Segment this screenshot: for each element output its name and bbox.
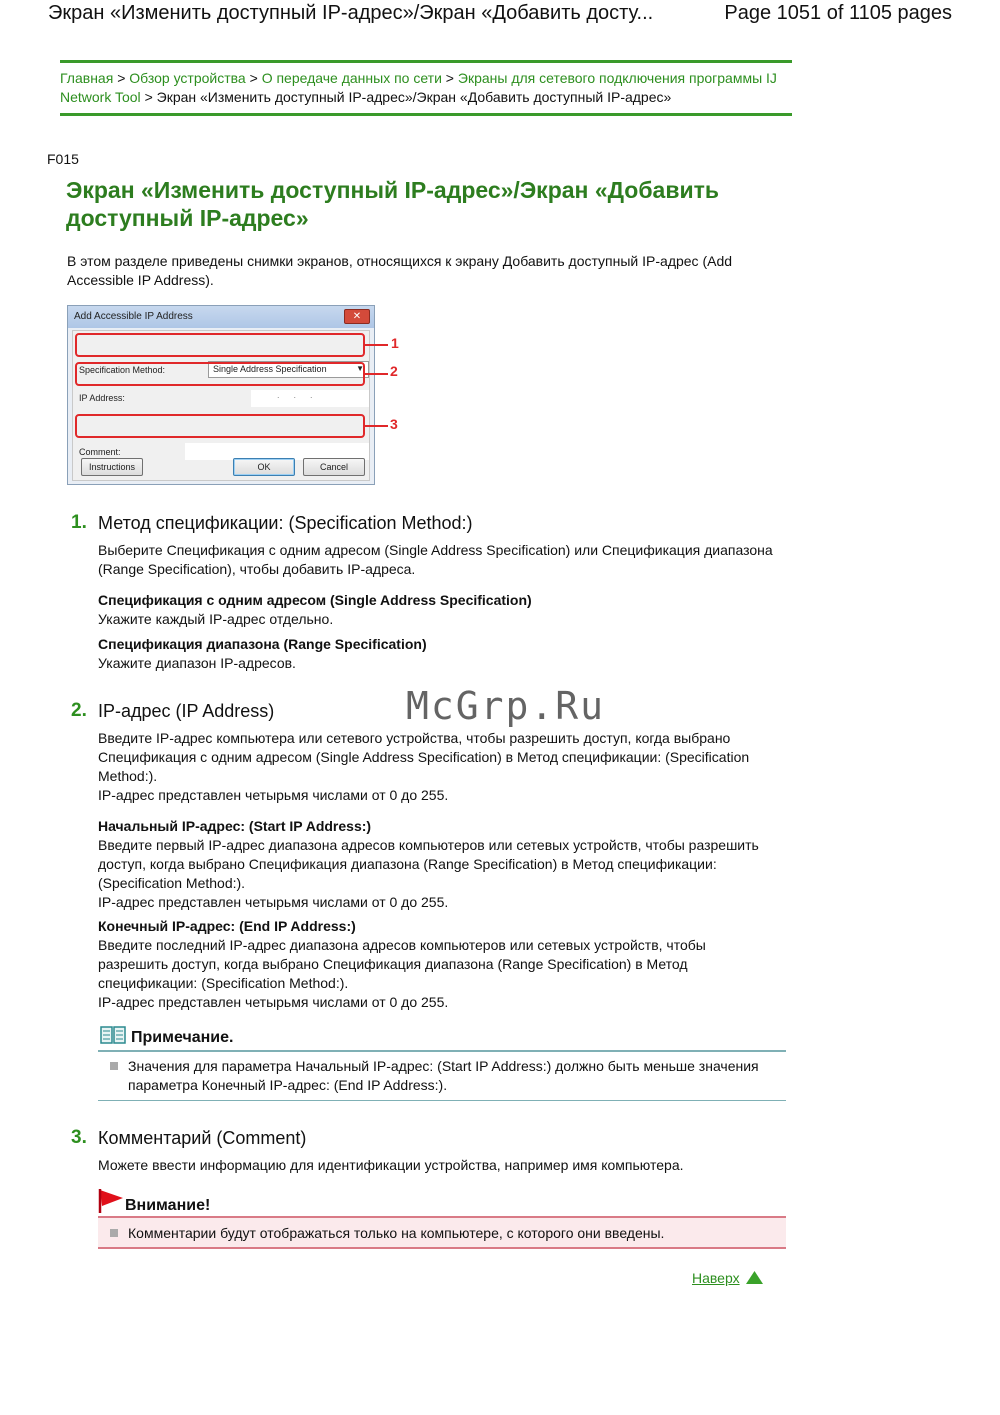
- cancel-button: Cancel: [303, 458, 365, 476]
- highlight-box-3: [75, 414, 365, 438]
- section-number: 2.: [71, 700, 87, 721]
- document-header-title: Экран «Изменить доступный IP-адрес»/Экран «Добавить досту...: [48, 2, 654, 24]
- ip-address-label: IP Address:: [79, 393, 125, 403]
- section-text: Введите IP-адрес компьютера или сетевого устройства, чтобы разрешить доступ, когда выбрано Спецификация с одним адресом (Single Address Specification) в Метод спецификации: (Specification Method:).: [98, 730, 750, 784]
- subsection-text: IP-адрес представлен четырьмя числами от 0 до 255.: [98, 994, 449, 1010]
- subsection-text: Введите последний IP-адрес диапазона адресов компьютеров или сетевых устройств, чтобы разрешить доступ, когда выбрано Спецификация диапазона (Range Specification) в Метод спецификации: (Specification Method:).: [98, 937, 706, 991]
- warning-title: Внимание!: [125, 1197, 211, 1214]
- instructions-button: Instructions: [81, 458, 143, 476]
- dialog-screenshot: [67, 305, 375, 485]
- close-icon: ✕: [344, 309, 370, 324]
- red-flag-icon: [98, 1188, 124, 1214]
- bullet-icon: [110, 1229, 118, 1237]
- subsection-title: Спецификация с одним адресом (Single Address Specification): [98, 592, 532, 608]
- page-title: Экран «Изменить доступный IP-адрес»/Экран «Добавить доступный IP-адрес»: [66, 177, 720, 231]
- page-counter: Page 1051 of 1105 pages: [724, 2, 952, 24]
- breadcrumb: [60, 60, 792, 116]
- section-text: Выберите Спецификация с одним адресом (Single Address Specification) или Спецификация диапазона (Range Specification), чтобы добавить IP-адреса.: [98, 542, 773, 577]
- callout-number-2: 2: [390, 363, 398, 379]
- spec-method-label: Specification Method:: [79, 365, 166, 375]
- breadcrumb-link-network-tool-screens[interactable]: Экраны для сетевого подключения программы IJ Network Tool: [60, 70, 777, 105]
- intro-paragraph: В этом разделе приведены снимки экранов, относящихся к экрану Добавить доступный IP-адрес (Add Accessible IP Address).: [67, 253, 733, 288]
- page-code: F015: [47, 151, 79, 167]
- section-text: Можете ввести информацию для идентификации устройства, например имя компьютера.: [98, 1157, 684, 1173]
- comment-label: Comment:: [79, 447, 121, 457]
- section-title: Комментарий (Comment): [98, 1128, 307, 1148]
- highlight-box-2: [75, 362, 365, 386]
- watermark: McGrp.Ru: [406, 684, 606, 728]
- note-title: Примечание.: [131, 1029, 234, 1046]
- subsection-text: Укажите каждый IP-адрес отдельно.: [98, 611, 334, 627]
- breadcrumb-link-home[interactable]: Главная: [60, 70, 114, 86]
- subsection-text: Укажите диапазон IP-адресов.: [98, 655, 296, 671]
- breadcrumb-current: Экран «Изменить доступный IP-адрес»/Экран «Добавить доступный IP-адрес»: [156, 89, 672, 105]
- callout-number-1: 1: [391, 335, 399, 351]
- breadcrumb-separator: >: [117, 70, 126, 86]
- subsection-title: Спецификация диапазона (Range Specification): [98, 636, 427, 652]
- warning-header: [98, 1188, 786, 1218]
- breadcrumb-separator: >: [445, 70, 454, 86]
- note-item: Значения для параметра Начальный IP-адрес: (Start IP Address:) должно быть меньше значения параметра Конечный IP-адрес: (End IP Address:).: [128, 1058, 759, 1093]
- callout-line-3: [364, 425, 388, 427]
- section-title: Метод спецификации: (Specification Method:): [98, 513, 473, 533]
- callout-line-1: [364, 344, 388, 346]
- spec-method-value: Single Address Specification: [213, 364, 327, 374]
- arrow-up-icon[interactable]: [746, 1271, 763, 1284]
- chevron-down-icon: ▼: [356, 364, 364, 373]
- breadcrumb-link-device-overview[interactable]: Обзор устройства: [129, 70, 246, 86]
- note-header: [98, 1024, 786, 1052]
- callout-line-2: [364, 373, 388, 375]
- book-icon: [100, 1026, 126, 1044]
- back-to-top-link[interactable]: Наверх: [692, 1270, 740, 1286]
- subsection-text: IP-адрес представлен четырьмя числами от 0 до 255.: [98, 894, 449, 910]
- dialog-title: Add Accessible IP Address: [68, 306, 374, 328]
- subsection-text: Введите первый IP-адрес диапазона адресов компьютеров или сетевых устройств, чтобы разрешить доступ, когда выбрано Спецификация диапазона (Range Specification) в Метод спецификации: (Specification Method:).: [98, 837, 759, 891]
- subsection-title: Начальный IP-адрес: (Start IP Address:): [98, 818, 372, 834]
- bullet-icon: [110, 1062, 118, 1070]
- breadcrumb-separator: >: [144, 89, 153, 105]
- warning-body: [98, 1218, 786, 1249]
- highlight-box-1: [75, 333, 365, 357]
- section-title: IP-адрес (IP Address): [98, 701, 275, 721]
- breadcrumb-separator: >: [249, 70, 258, 86]
- ok-button: OK: [233, 458, 295, 476]
- note-body: [98, 1052, 786, 1101]
- section-text: IP-адрес представлен четырьмя числами от 0 до 255.: [98, 787, 449, 803]
- subsection-title: Конечный IP-адрес: (End IP Address:): [98, 918, 356, 934]
- ip-address-field: ...: [251, 390, 369, 407]
- breadcrumb-link-network-transfer[interactable]: О передаче данных по сети: [261, 70, 442, 86]
- warning-item: Комментарии будут отображаться только на компьютере, с которого они введены.: [128, 1225, 665, 1241]
- section-number: 1.: [71, 512, 87, 533]
- section-number: 3.: [71, 1127, 87, 1148]
- callout-number-3: 3: [390, 416, 398, 432]
